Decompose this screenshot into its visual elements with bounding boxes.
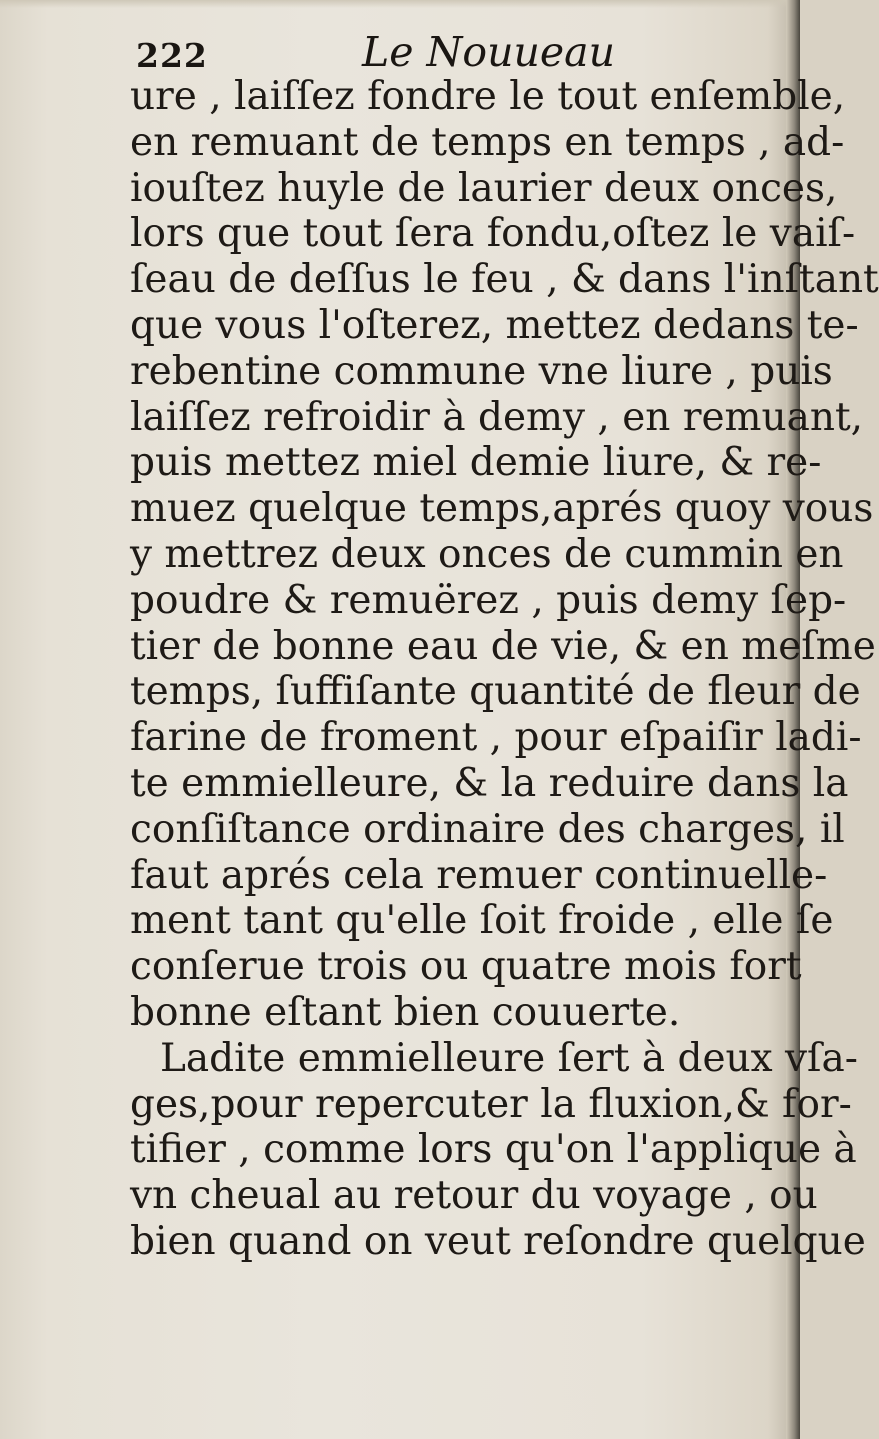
text-line: lors que tout ſera fondu,oſtez le vaiſ- xyxy=(130,211,856,257)
text-line: te emmielleure, & la reduire dans la xyxy=(130,760,849,806)
text-line: poudre & remuërez , puis demy ſep- xyxy=(130,577,847,623)
text-line: bien quand on veut reſondre quelque xyxy=(130,1218,866,1264)
text-line: faut aprés cela remuer continuelle- xyxy=(130,852,828,898)
running-title: Le Nouueau xyxy=(362,28,616,76)
text-line: rebentine commune vne liure , puis xyxy=(130,348,833,394)
text-line: conſiſtance ordinaire des charges, il xyxy=(130,806,845,852)
body-text xyxy=(108,74,879,1265)
paragraph-end-line: bonne eſtant bien couuerte. xyxy=(130,989,681,1035)
text-line: iouſtez huyle de laurier deux onces, xyxy=(130,165,838,211)
text-line: que vous l'oſterez, mettez dedans te- xyxy=(130,302,859,348)
text-line: tier de bonne eau de vie, & en meſme xyxy=(130,623,876,669)
page-top-edge xyxy=(0,0,800,8)
text-line: tifier , comme lors qu'on l'applique à xyxy=(130,1127,857,1173)
text-line: ſeau de deſſus le feu , & dans l'inſtant xyxy=(130,257,879,303)
text-line: farine de froment , pour eſpaiſir ladi- xyxy=(130,715,862,761)
page-number: 222 xyxy=(136,36,208,75)
text-line: puis mettez miel demie liure, & re- xyxy=(130,440,822,486)
paragraph-start-line: Ladite emmielleure ſert à deux vſa- xyxy=(160,1035,858,1081)
text-line: muez quelque temps,aprés quoy vous xyxy=(130,486,874,532)
text-line: temps, ſuffiſante quantité de fleur de xyxy=(130,669,861,715)
text-line: en remuant de temps en temps , ad- xyxy=(130,119,845,165)
text-line: conſerue trois ou quatre mois fort xyxy=(130,944,802,990)
text-line: ment tant qu'elle ſoit froide , elle ſe xyxy=(130,898,834,944)
text-line: vn cheual au retour du voyage , ou xyxy=(130,1173,818,1219)
text-line: ure , laiſſez fondre le tout enſemble, xyxy=(130,74,846,119)
page-header xyxy=(136,24,776,74)
text-line: ges,pour repercuter la fluxion,& for- xyxy=(130,1081,852,1127)
text-line: laiſſez refroidir à demy , en remuant, xyxy=(130,394,864,440)
text-line: y mettrez deux onces de cummin en xyxy=(130,531,844,577)
